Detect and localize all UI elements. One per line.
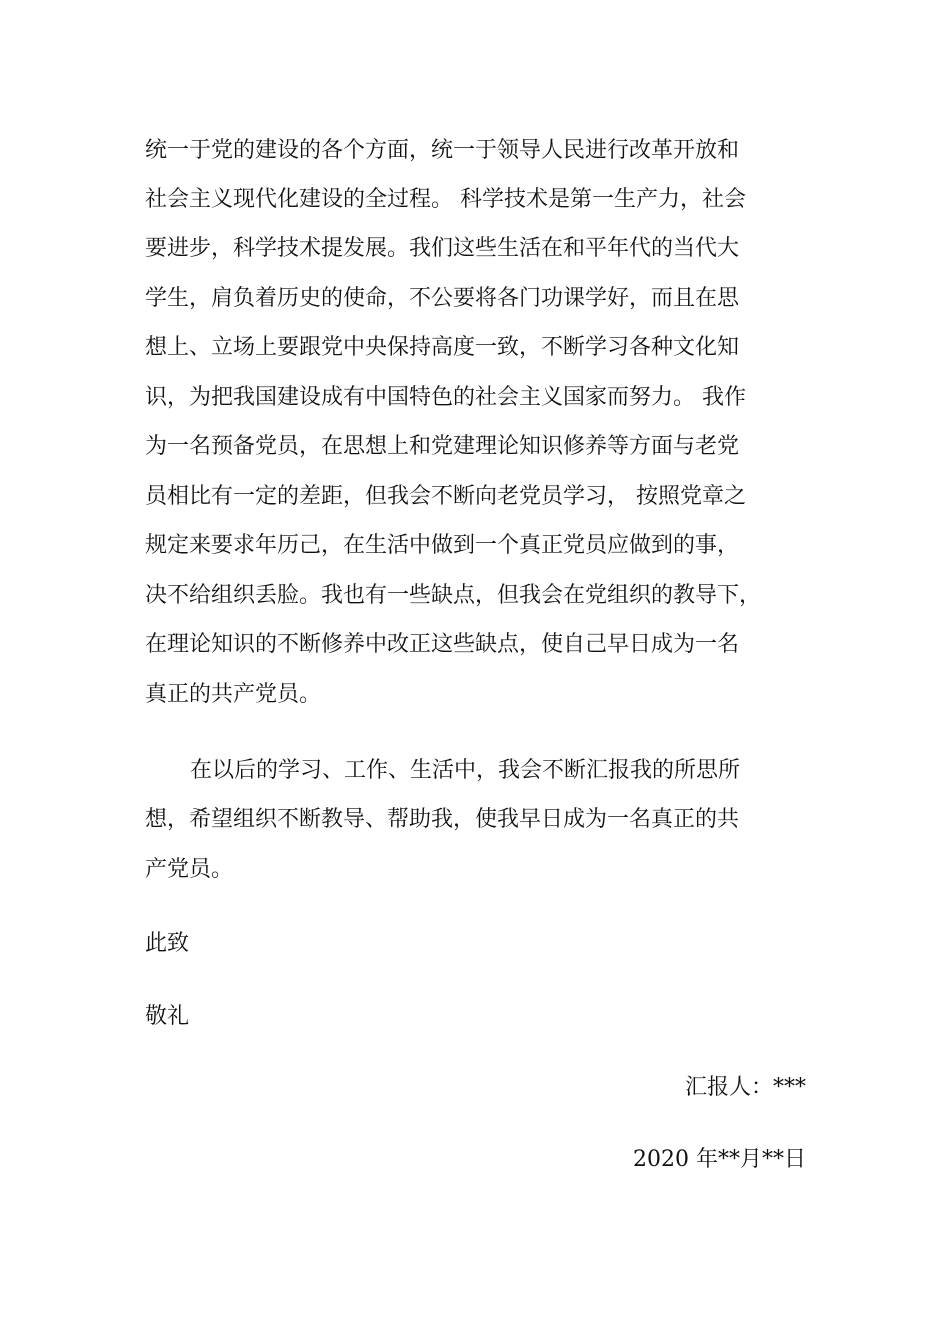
paragraph-1-line: 识，为把我国建设成有中国特色的社会主义国家而努力。 我作 bbox=[145, 385, 746, 410]
paragraph-1-line: 社会主义现代化建设的全过程。 科学技术是第一生产力，社会 bbox=[145, 187, 746, 212]
paragraph-1-line: 为一名预备党员，在思想上和党建理论知识修养等方面与老党 bbox=[145, 434, 740, 459]
closing-text: 此致 bbox=[145, 931, 190, 956]
paragraph-1-line: 员相比有一定的差距，但我会不断向老党员学习， 按照党章之 bbox=[145, 484, 746, 509]
salutation-text: 敬礼 bbox=[145, 1004, 190, 1029]
date: 2020 年**月**日 bbox=[633, 1147, 806, 1172]
paragraph-2-line: 想，希望组织不断教导、帮助我，使我早日成为一名真正的共 bbox=[145, 807, 740, 832]
paragraph-1-line: 要进步，科学技术提发展。我们这些生活在和平年代的当代大 bbox=[145, 236, 740, 261]
signature: 汇报人：*** bbox=[684, 1075, 806, 1100]
paragraph-1-line: 想上、立场上要跟党中央保持高度一致，不断学习各种文化知 bbox=[145, 335, 740, 360]
paragraph-2-line: 在以后的学习、工作、生活中，我会不断汇报我的所思所 bbox=[190, 758, 741, 783]
paragraph-1-line: 真正的共产党员。 bbox=[145, 682, 322, 707]
paragraph-1-line: 规定来要求年历己，在生活中做到一个真正党员应做到的事， bbox=[145, 533, 740, 558]
paragraph-1-line: 统一于党的建设的各个方面，统一于领导人民进行改革开放和 bbox=[145, 138, 740, 163]
paragraph-1-line: 学生，肩负着历史的使命，不公要将各门功课学好，而且在思 bbox=[145, 286, 740, 311]
paragraph-1-line: 决不给组织丢脸。我也有一些缺点，但我会在党组织的教导下， bbox=[145, 583, 762, 608]
paragraph-1-line: 在理论知识的不断修养中改正这些缺点，使自己早日成为一名 bbox=[145, 632, 740, 657]
paragraph-2-line: 产党员。 bbox=[145, 857, 234, 882]
